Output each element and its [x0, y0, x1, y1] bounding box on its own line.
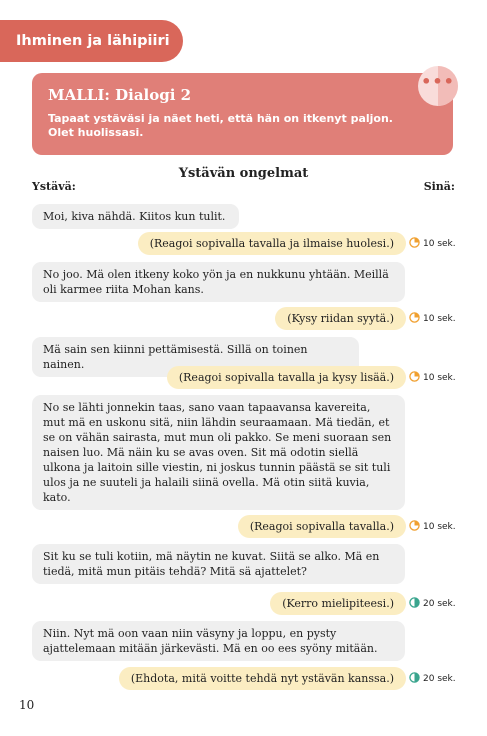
my-prompt: (Ehdota, mitä voitte tehdä nyt ystävän kanssa.): [119, 667, 406, 690]
friend-message: No joo. Mä olen itkeny koko yön ja en nukkunu yhtään. Meillä oli karmee riita Mohan kans.: [32, 262, 405, 302]
chat-bubble-icon: •••: [418, 66, 458, 106]
friend-label: Ystävä:: [32, 180, 76, 193]
my-prompt: (Kerro mielipiteesi.): [270, 592, 406, 615]
timer: 10 sek.: [409, 312, 456, 325]
timer: 10 sek.: [409, 237, 456, 250]
model-description: Tapaat ystäväsi ja näet heti, että hän on itkenyt paljon. Olet huolissasi.: [48, 112, 393, 139]
my-prompt: (Reagoi sopivalla tavalla.): [238, 515, 406, 538]
dialog-title: Ystävän ongelmat: [178, 166, 309, 181]
friend-message: Sit ku se tuli kotiin, mä näytin ne kuvat. Siitä se alko. Mä en tiedä, mitä mun pitäis tehdä? Mitä sä ajattelet?: [32, 544, 405, 584]
timer-icon: [409, 520, 420, 531]
section-tab: Ihminen ja lähipiiri: [0, 20, 183, 62]
timer: 20 sek.: [409, 672, 456, 685]
timer: 10 sek.: [409, 520, 456, 533]
my-prompt: (Reagoi sopivalla tavalla ja kysy lisää.): [167, 366, 406, 389]
timer-icon: [409, 312, 420, 323]
friend-message: Mä sain sen kiinni pettämisestä. Sillä on toinen nainen.: [32, 337, 359, 377]
page-number: 10: [19, 698, 35, 712]
me-label: Sinä:: [423, 180, 455, 193]
timer: 20 sek.: [409, 597, 456, 610]
friend-message: Niin. Nyt mä oon vaan niin väsyny ja loppu, en pysty ajattelemaan mitään järkevästi. Mä en oo ees syöny mitään.: [32, 621, 405, 661]
timer-icon: [409, 672, 420, 683]
my-prompt: (Kysy riidan syytä.): [275, 307, 406, 330]
friend-message: No se lähti jonnekin taas, sano vaan tapaavansa kavereita, mut mä en uskonu sitä, niin lähdin seuraamaan. Mä tiedän, et se on vähän sairasta, mut mun oli pakko. Se meni suoraan sen naisen luo. Mä näin ku se avas oven. Sit mä odotin siellä ulkona ja laitoin sille viestin, ni joskus tunnin päästä se sit tuli ulos ja ne suuteli ja halaili siinä ovella. Mä otin siitä kuvia, kato.: [32, 395, 405, 510]
timer: 10 sek.: [409, 371, 456, 384]
model-title: MALLI: Dialogi 2: [48, 86, 192, 104]
model-box: [32, 73, 453, 155]
friend-message: Moi, kiva nähdä. Kiitos kun tulit.: [32, 204, 239, 229]
timer-icon: [409, 237, 420, 248]
timer-icon: [409, 597, 420, 608]
timer-icon: [409, 371, 420, 382]
my-prompt: (Reagoi sopivalla tavalla ja ilmaise huolesi.): [138, 232, 406, 255]
